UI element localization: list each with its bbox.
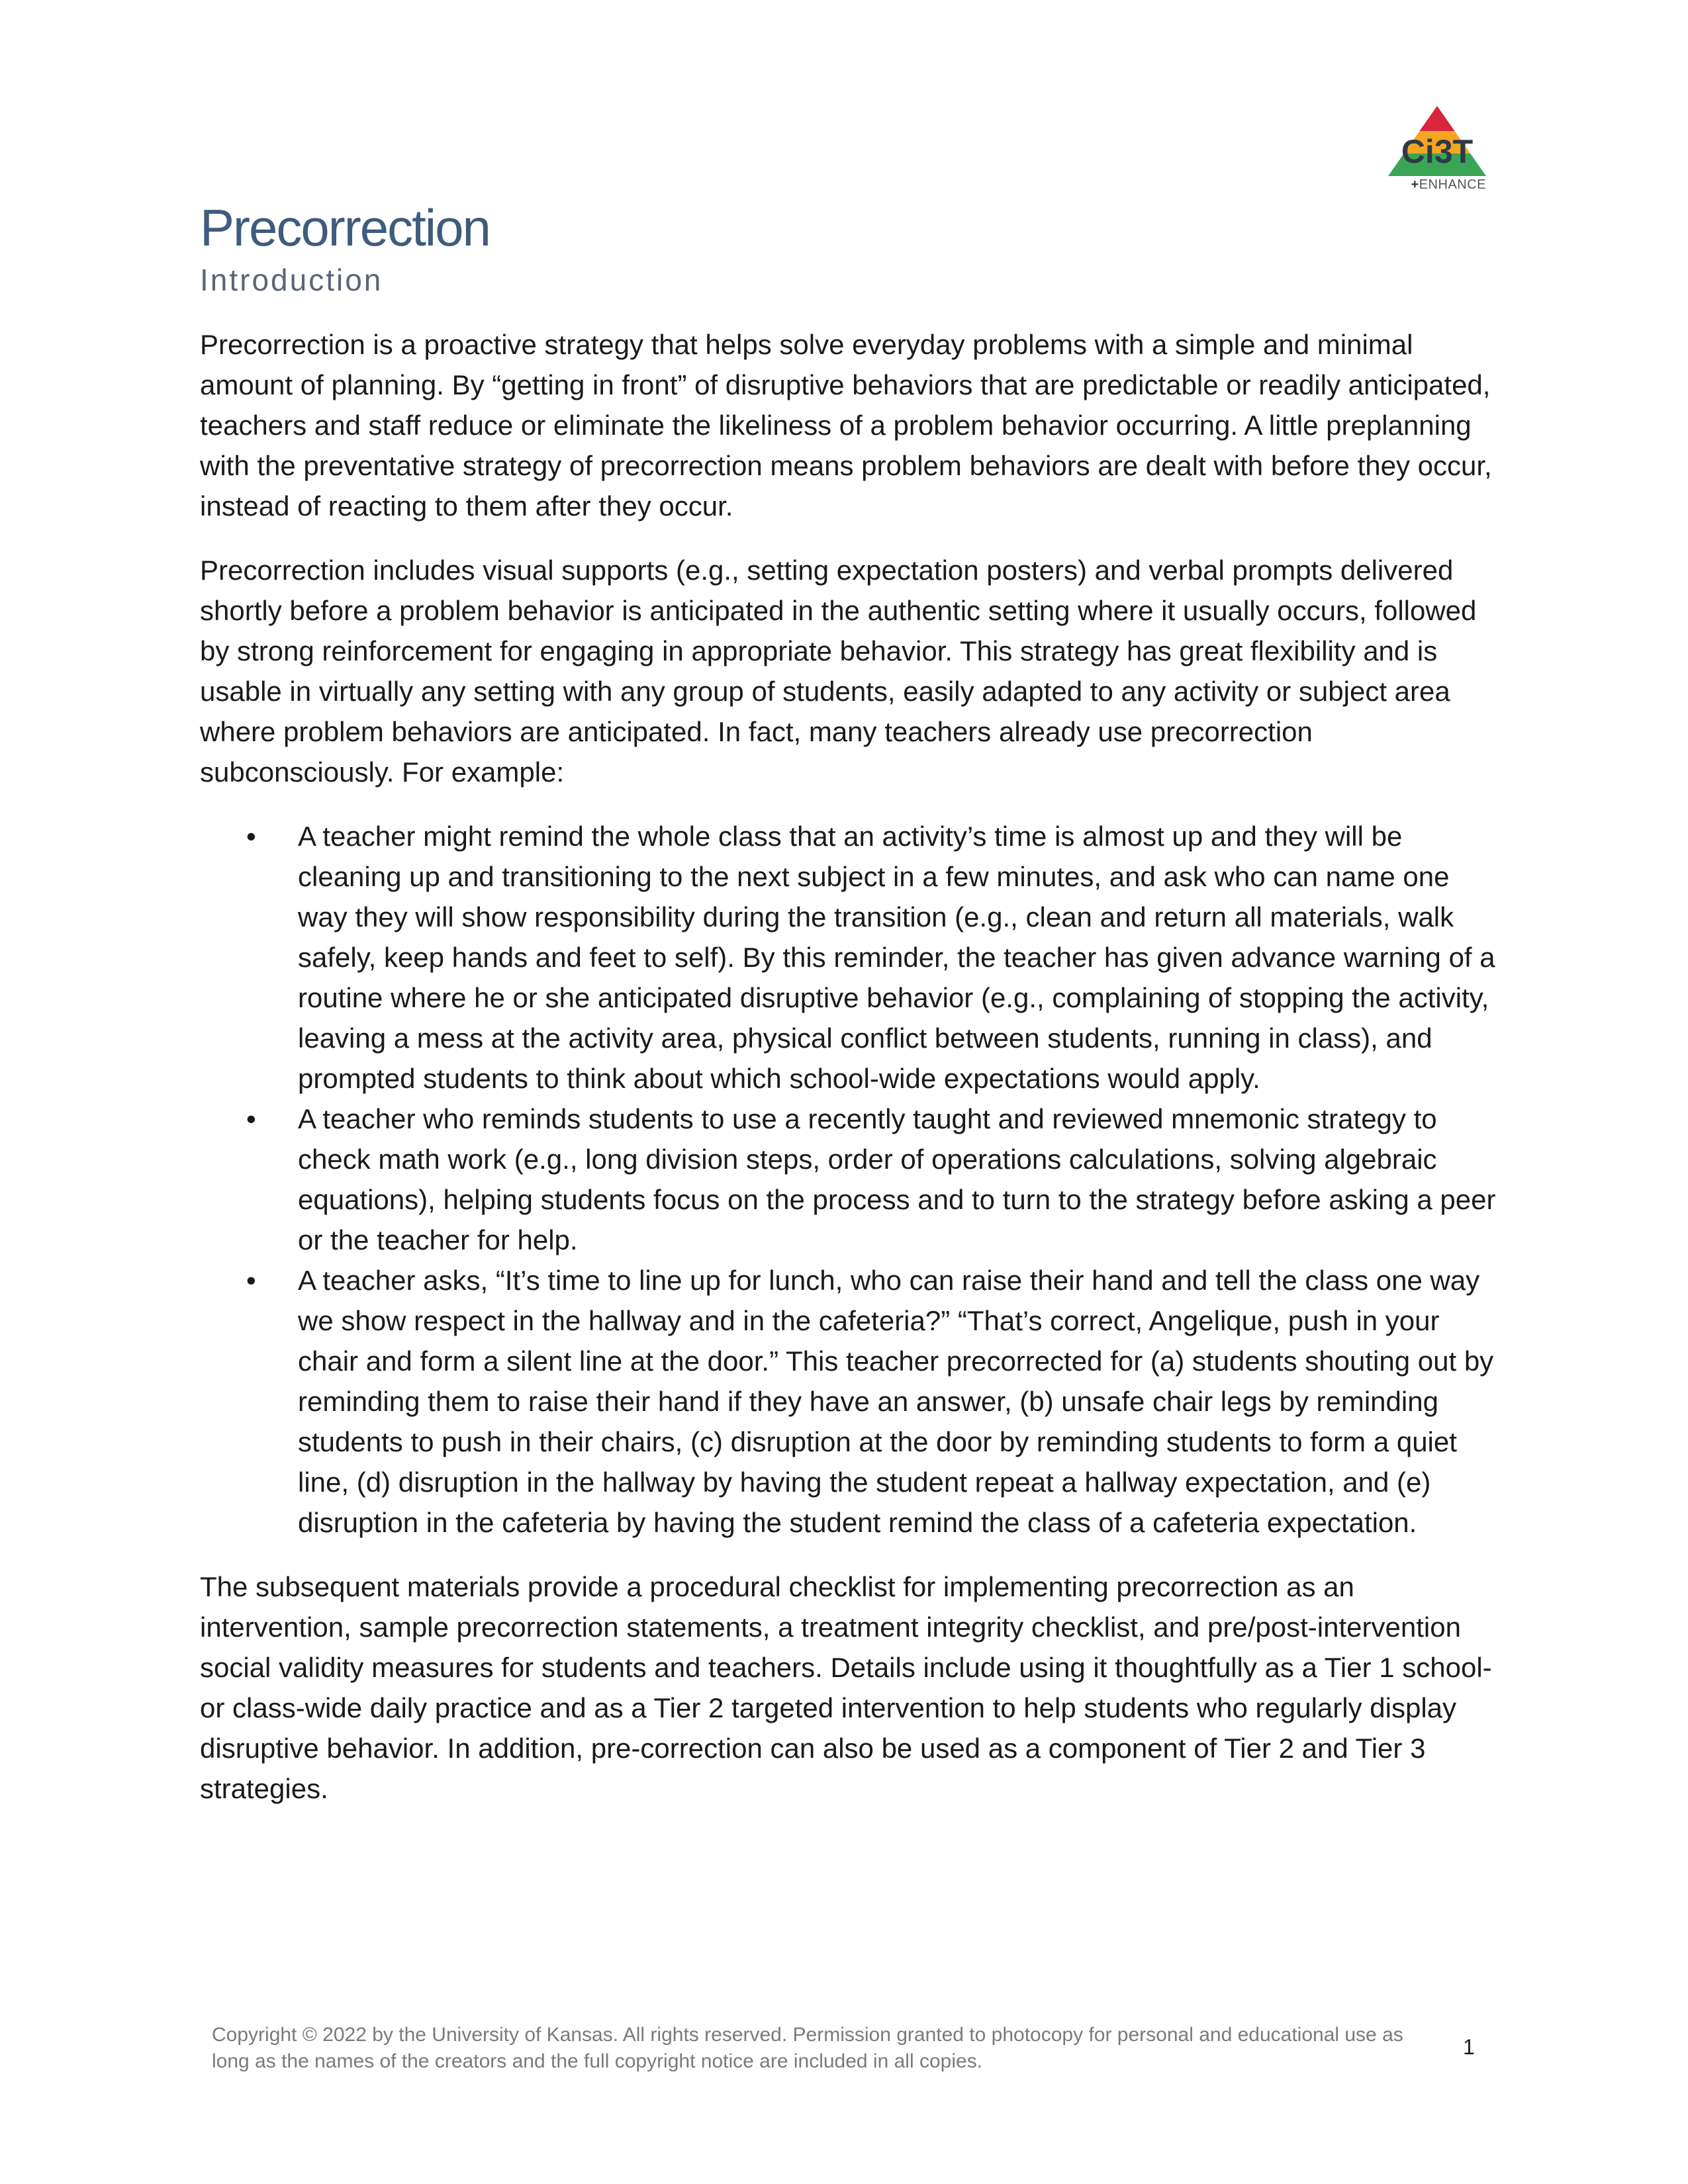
intro-paragraph-1: Precorrection is a proactive strategy that helps solve everyday problems with a simple and minimal amount of planning. By “getting in front” of disruptive behaviors that are predictable or readily anticipated, teachers and staff reduce or eliminate the likeliness of a problem behavior occurring. A little preplanning with the preventative strategy of precorrection means problem behaviors are dealt with before they occur, instead of reacting to them after they occur. xyxy=(200,329,1492,522)
list-item xyxy=(200,816,1497,1099)
section-subtitle: Introduction xyxy=(200,263,383,297)
logo-plus: + xyxy=(1411,177,1419,192)
list-item-text: A teacher who reminds students to use a recently taught and reviewed mnemonic strategy to check math work (e.g., long division steps, order of operations calculations, solving algebraic equations), helping students focus on the process and to turn to the strategy before asking a peer or the teacher for help. xyxy=(298,1103,1496,1255)
triangle-logo-icon xyxy=(1380,105,1494,177)
list-item xyxy=(200,1099,1497,1260)
examples-list xyxy=(200,816,1497,1543)
list-item-text: A teacher might remind the whole class that an activity’s time is almost up and they will be cleaning up and transitioning to the next subject in a few minutes, and ask who can name one way they will show responsibility during the transition (e.g., clean and return all materials, walk safely, keep hands and feet to self). By this reminder, the teacher has given advance warning of a routine where he or she anticipated disruptive behavior (e.g., complaining of stopping the activity, leaving a mess at the activity area, physical conflict between students, running in class), and prompted students to think about which school-wide expectations would apply. xyxy=(298,821,1495,1094)
page-title: Precorrection xyxy=(200,199,490,257)
list-item xyxy=(200,1260,1497,1543)
page-number: 1 xyxy=(1463,2035,1475,2059)
copyright-notice: Copyright © 2022 by the University of Kansas. All rights reserved. Permission granted to photocopy for personal and educational use as long as the names of the creators and the full copyright notice are included in all copies. xyxy=(212,2024,1403,2072)
logo-enhance: ENHANCE xyxy=(1419,177,1486,192)
list-item-text: A teacher asks, “It’s time to line up for lunch, who can raise their hand and tell the class one way we show respect in the hallway and in the cafeteria?” “That’s correct, Angelique, push in your chair and form a silent line at the door.” This teacher precorrected for (a) students shouting out by reminding them to raise their hand if they have an answer, (b) unsafe chair legs by reminding students to push in their chairs, (c) disruption at the door by reminding students to form a quiet line, (d) disruption in the hallway by having the student repeat a hallway expectation, and (e) disruption in the cafeteria by having the student remind the class of a cafeteria expectation. xyxy=(298,1265,1494,1538)
intro-paragraph-2: Precorrection includes visual supports (e.g., setting expectation posters) and verbal prompts delivered shortly before a problem behavior is anticipated in the authentic setting where it usually occurs, followed by strong reinforcement for engaging in appropriate behavior. This strategy has great flexibility and is usable in virtually any setting with any group of students, easily adapted to any activity or subject area where problem behaviors are anticipated. In fact, many teachers already use precorrection subconsciously. For example: xyxy=(200,555,1477,788)
closing-paragraph: The subsequent materials provide a procedural checklist for implementing precorrection as an intervention, sample precorrection statements, a treatment integrity checklist, and pre/post-intervention social validity measures for students and teachers. Details include using it thoughtfully as a Tier 1 school- or class-wide daily practice and as a Tier 2 targeted intervention to help students who regularly display disruptive behavior. In addition, pre-correction can also be used as a component of Tier 2 and Tier 3 strategies. xyxy=(200,1571,1492,1804)
ci3t-enhance-logo xyxy=(1380,105,1494,197)
document-body xyxy=(200,324,1497,1833)
bullet-icon: • xyxy=(246,821,256,852)
logo-subtext xyxy=(1380,177,1486,193)
logo-band-top xyxy=(1380,105,1494,131)
bullet-icon: • xyxy=(246,1103,256,1134)
bullet-icon: • xyxy=(246,1265,256,1296)
logo-text: Ci3T xyxy=(1401,133,1474,170)
